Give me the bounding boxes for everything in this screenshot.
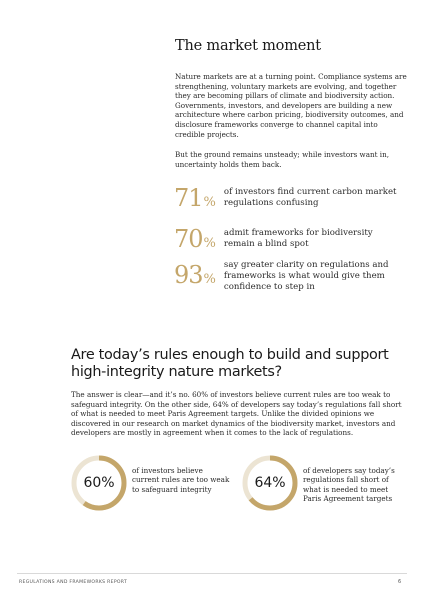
developers-ring-chart xyxy=(241,454,299,512)
ring-caption: of developers say today’s regulations fall short of what is needed to meet Paris Agreement targets xyxy=(303,466,395,503)
stat-unit: % xyxy=(203,272,216,287)
stat-text: say greater clarity on regulations and frameworks is what would give them confidence to step in xyxy=(223,260,389,292)
stat-value: 70 xyxy=(174,225,203,253)
uncertainty-paragraph: But the ground remains unsteady; while investors want in, uncertainty holds them back. xyxy=(175,150,390,169)
stat-text: of investors find current carbon market regulations confusing xyxy=(223,187,397,208)
stat-item xyxy=(174,185,400,216)
page-number: 6 xyxy=(398,579,402,585)
ring-caption: of investors believe current rules are too weak to safeguard integrity xyxy=(132,466,230,494)
ring-value: 64% xyxy=(254,475,286,491)
intro-paragraph: Nature markets are at a turning point. Compliance systems are strengthening, voluntary markets are evolving, and together they are becoming pillars of climate and biodiversity action. Governments, investors, and developers are building a new architecture where carbon pricing, biodiversity outcomes, and disclosure frameworks converge to channel capital into credible projects. xyxy=(175,72,407,139)
stat-text: admit frameworks for biodiversity remain a blind spot xyxy=(223,228,373,249)
stat-value: 93 xyxy=(174,261,203,289)
stat-item xyxy=(174,226,400,257)
footer-report-name: REGULATIONS AND FRAMEWORKS REPORT xyxy=(19,580,128,585)
answer-paragraph: The answer is clear—and it’s no. 60% of investors believe current rules are too weak to safeguard integrity. On the other side, 64% of developers say today’s regulations fall short of what is needed to meet Paris Agreement targets. Unlike the divided opinions we discovered in our research on market dynamics of the biodiversity market, investors and developers are mostly in agreement when it comes to the lack of regulations. xyxy=(71,390,402,438)
ring-value: 60% xyxy=(83,475,115,491)
footer-divider xyxy=(17,573,407,574)
stat-unit: % xyxy=(203,236,216,251)
section-heading: Are today’s rules enough to build and support high-integrity nature markets? xyxy=(71,347,389,380)
investors-ring-chart xyxy=(70,454,128,512)
stat-value: 71 xyxy=(174,184,203,212)
stat-unit: % xyxy=(203,195,216,210)
section-title: The market moment xyxy=(175,38,321,54)
stat-item xyxy=(174,262,400,293)
